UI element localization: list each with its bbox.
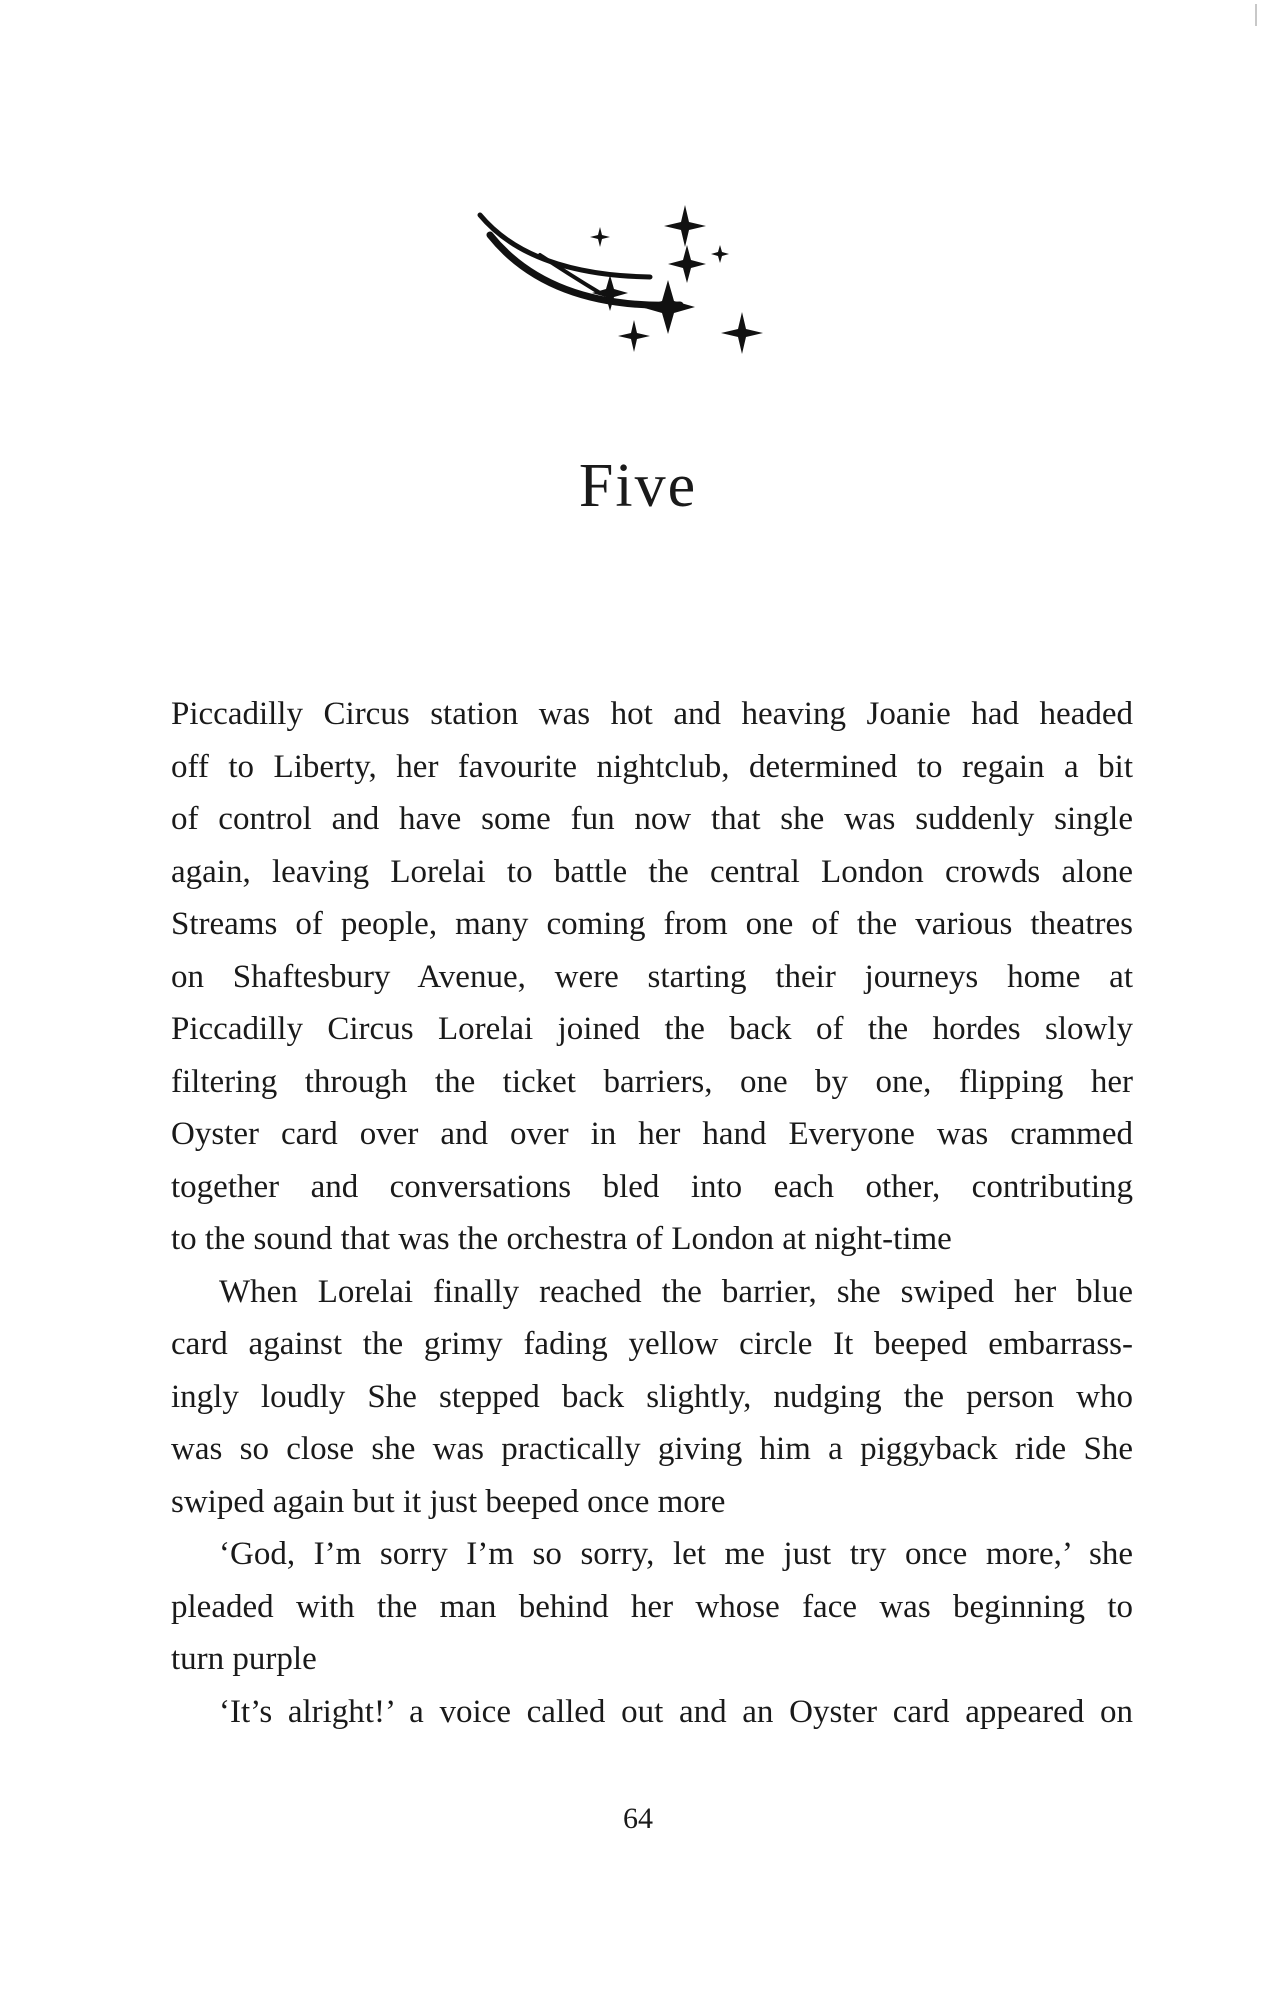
text-line: swiped again but it just beeped once more xyxy=(171,1483,726,1520)
paragraph xyxy=(171,1266,1133,1529)
text-line: off to Liberty, her favourite nightclub, determined to regain a bit xyxy=(171,748,1133,785)
text-line: Oyster card over and over in her hand Everyone was crammed xyxy=(171,1116,1133,1152)
text-line: pleaded with the man behind her whose face was beginning to xyxy=(171,1588,1133,1625)
text-line: to the sound that was the orchestra of London at night-time xyxy=(171,1221,952,1257)
text-line: When Lorelai finally reached the barrier, she swiped her blue xyxy=(219,1273,1133,1310)
text-line: Piccadilly Circus station was hot and heaving Joanie had headed xyxy=(171,696,1133,732)
margin-mark xyxy=(1255,4,1257,26)
text-line: was so close she was practically giving him a piggyback ride She xyxy=(171,1431,1133,1467)
text-line: Streams of people, many coming from one of the various theatres xyxy=(171,906,1133,942)
text-line: together and conversations bled into each other, contributing xyxy=(171,1168,1133,1205)
text-line: filtering through the ticket barriers, one by one, flipping her xyxy=(171,1063,1133,1100)
text-line: on Shaftesbury Avenue, were starting their journeys home at xyxy=(171,958,1133,995)
text-line: ‘God, I’m sorry I’m so sorry, let me just try once more,’ she xyxy=(219,1536,1133,1572)
text-line: turn purple xyxy=(171,1641,317,1677)
paragraph xyxy=(171,1686,1133,1739)
text-line: of control and have some fun now that she was suddenly single xyxy=(171,801,1133,837)
text-line: ‘It’s alright!’ a voice called out and an Oyster card appeared on xyxy=(219,1693,1133,1730)
shooting-star-icon xyxy=(470,205,810,415)
body-text xyxy=(171,688,1133,1738)
text-line: Piccadilly Circus Lorelai joined the back of the hordes slowly xyxy=(171,1011,1133,1047)
text-line: card against the grimy fading yellow circle It beeped embarrass- xyxy=(171,1326,1133,1362)
paragraph xyxy=(171,1528,1133,1686)
paragraph xyxy=(171,688,1133,1266)
chapter-title: Five xyxy=(578,452,698,520)
text-line: again, leaving Lorelai to battle the central London crowds alone xyxy=(171,853,1133,890)
page-number: 64 xyxy=(623,1802,653,1835)
text-line: ingly loudly She stepped back slightly, nudging the person who xyxy=(171,1378,1133,1415)
